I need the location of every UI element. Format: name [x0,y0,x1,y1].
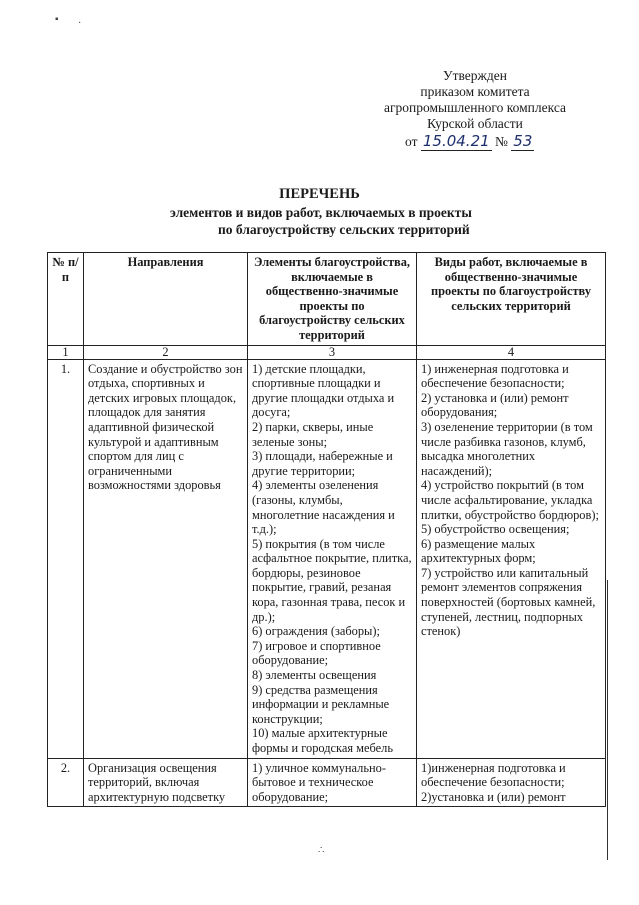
scan-mark: ∴ [318,845,325,856]
work-item: 7) устройство или капитальный ремонт элементов сопряжения поверхностей (бортовых камней, ступеней, лестниц, подпорных стенок) [421,565,596,639]
header-elements: Элементы благоустройства, включаемые в общественно-значимые проекты по благоустройству сельских территорий [248,253,417,346]
order-number: 53 [513,132,533,150]
order-number-label: № [495,134,508,149]
order-line [405,132,534,150]
works-table [47,252,606,807]
row-works [417,359,606,758]
work-item: 2) установка и (или) ремонт оборудования; [421,390,569,420]
approval-block [345,68,605,132]
element-item: 1) уличное коммунально-бытовое и техническое оборудование; [252,760,386,804]
element-item: 10) малые архитектурные формы и городская мебель [252,726,393,755]
approval-line: агропромышленного комплекса [384,100,566,115]
column-number: 3 [248,345,417,359]
work-item: 6) размещение малых архитектурных форм; [421,536,536,566]
document-subtitle-line: элементов и видов работ, включаемых в проекты [170,205,472,220]
work-item: 1)инженерная подготовка и обеспечение безопасности; [421,760,566,790]
row-elements [248,359,417,758]
column-number: 1 [48,345,84,359]
row-direction: Организация освещения территорий, включая архитектурную подсветку [84,758,248,807]
row-number: 1. [48,359,84,758]
element-item: 8) элементы освещения [252,668,377,683]
row-number: 2. [48,758,84,807]
element-item: 9) средства размещения информации и рекламные конструкции; [252,682,390,726]
header-direction: Направления [84,253,248,346]
order-prefix: от [405,134,418,149]
element-item: 3) площади, набережные и другие территории; [252,449,393,478]
element-item: 1) детские площадки, спортивные площадки и другие площадки отдыха и досуга; [252,361,395,420]
work-item: 2)установка и (или) ремонт [421,789,566,804]
work-item: 3) озеленение территории (в том числе разбивка газонов, клумб, высадка многолетних насаждений); [421,419,593,478]
element-item: 7) игровое и спортивное оборудование; [252,638,381,668]
order-date: 15.04.21 [422,132,490,150]
row-works [417,758,606,807]
approval-line: приказом комитета [420,84,530,99]
work-item: 4) устройство покрытий (в том числе асфальтирование, укладка плитки, обустройство бордюров); [421,478,599,522]
work-item: 5) обустройство освещения; [421,522,570,537]
element-item: 6) ограждения (заборы); [252,624,380,639]
header-works: Виды работ, включаемые в общественно-значимые проекты по благоустройству сельских территорий [417,253,606,346]
table-header-row [48,253,606,346]
column-number-row [48,345,606,359]
column-number: 2 [84,345,248,359]
approval-line: Курской области [427,116,523,131]
table-row [48,359,606,758]
row-direction: Создание и обустройство зон отдыха, спортивных и детских игровых площадок, площадок для занятия адаптивной физической культурой и адаптивным спортом для лиц с ограниченными возможностями здоровья [84,359,248,758]
element-item: 2) парки, скверы, иные зеленые зоны; [252,419,374,449]
approval-line: Утвержден [443,68,507,83]
scan-mark: ▪ [55,14,59,25]
element-item: 5) покрытия (в том числе асфальтное покрытие, плитка, бордюры, резиновое покрытие, гравий, резаная кора, газонная трава, песок и др.); [252,536,412,624]
column-number: 4 [417,345,606,359]
scan-edge-line [607,580,608,860]
table-row [48,758,606,807]
scan-mark: · [78,18,82,29]
header-number: № п/п [48,253,84,346]
element-item: 4) элементы озеленения (газоны, клумбы, многолетние насаждения и т.д.); [252,478,395,537]
row-elements [248,758,417,807]
document-subtitle-line: по благоустройству сельских территорий [218,222,470,237]
document-title: ПЕРЕЧЕНЬ [279,186,360,202]
work-item: 1) инженерная подготовка и обеспечение безопасности; [421,361,569,391]
